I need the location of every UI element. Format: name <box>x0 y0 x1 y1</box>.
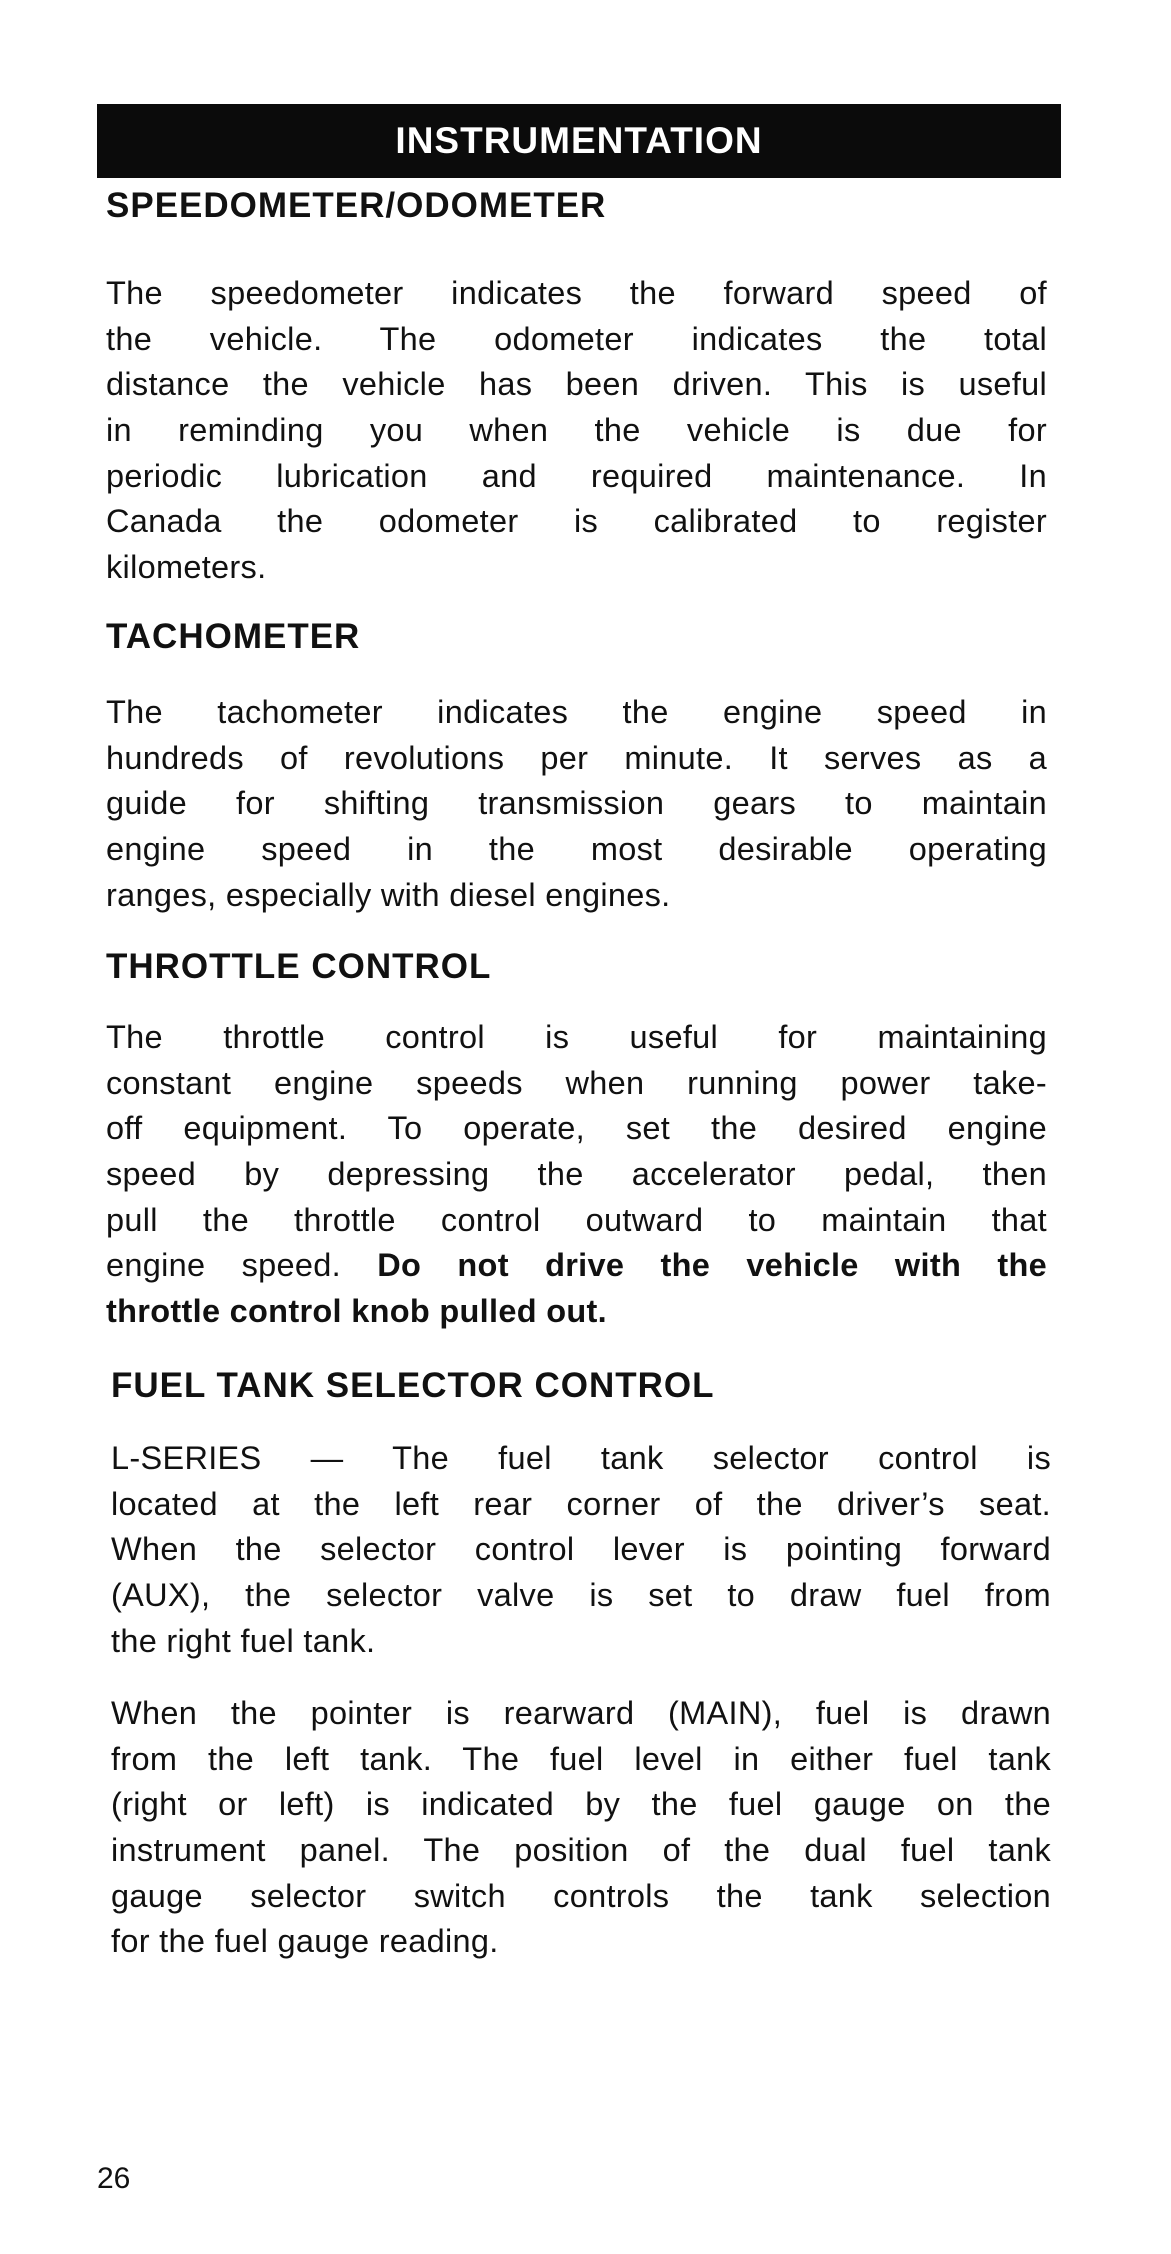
text-segment: in reminding you when the vehicle is due for <box>106 412 1047 449</box>
text-segment: from the left tank. The fuel level in either fuel tank <box>111 1740 1051 1777</box>
text-line <box>106 545 1047 591</box>
text-segment: (right or left) is indicated by the fuel gauge on the <box>111 1786 1051 1823</box>
text-line <box>106 827 1047 873</box>
heading-speedometer-odometer: SPEEDOMETER/ODOMETER <box>106 186 607 225</box>
text-line <box>106 1243 1047 1289</box>
text-line <box>111 1482 1051 1528</box>
text-segment: pull the throttle control outward to maintain that <box>106 1201 1047 1238</box>
text-segment: (AUX), the selector valve is set to draw fuel from <box>111 1577 1051 1614</box>
text-line <box>111 1874 1051 1920</box>
text-segment: L-SERIES — The fuel tank selector control is <box>111 1440 1051 1476</box>
text-line <box>106 736 1047 782</box>
text-segment: The throttle control is useful for maintaining <box>106 1019 1047 1055</box>
bold-warning-text: Do not drive the vehicle with the <box>377 1247 1047 1284</box>
text-line <box>111 1573 1051 1619</box>
text-segment: located at the left rear corner of the driver’s seat. <box>111 1485 1051 1522</box>
text-segment: engine speed in the most desirable operating <box>106 831 1047 868</box>
text-segment: the right fuel tank. <box>111 1622 376 1659</box>
heading-throttle-control: THROTTLE CONTROL <box>106 947 492 986</box>
text-line <box>111 1691 1051 1737</box>
text-segment: guide for shifting transmission gears to maintain <box>106 785 1047 822</box>
text-segment: The tachometer indicates the engine speed in <box>106 694 1047 730</box>
text-line <box>106 317 1047 363</box>
text-line <box>106 1289 1047 1335</box>
text-segment: periodic lubrication and required maintenance. In <box>106 457 1047 494</box>
text-line <box>106 408 1047 454</box>
text-segment: When the pointer is rearward (MAIN), fuel is drawn <box>111 1695 1051 1731</box>
text-segment: the vehicle. The odometer indicates the total <box>106 320 1047 357</box>
text-line <box>106 1106 1047 1152</box>
paragraph-fuel-l-series <box>111 1436 1051 1664</box>
text-line <box>111 1782 1051 1828</box>
text-segment: Canada the odometer is calibrated to register <box>106 503 1047 540</box>
text-line <box>106 1015 1047 1061</box>
text-segment: distance the vehicle has been driven. This is useful <box>106 366 1047 403</box>
heading-fuel-tank-selector: FUEL TANK SELECTOR CONTROL <box>111 1366 715 1405</box>
paragraph-fuel-pointer <box>111 1691 1051 1965</box>
text-line <box>106 781 1047 827</box>
text-line <box>106 690 1047 736</box>
text-segment: instrument panel. The position of the dual fuel tank <box>111 1832 1051 1869</box>
page-title: INSTRUMENTATION <box>395 120 763 161</box>
text-segment: speed by depressing the accelerator pedal, then <box>106 1156 1047 1193</box>
text-segment: kilometers. <box>106 549 267 586</box>
paragraph-tachometer <box>106 690 1047 918</box>
text-segment: constant engine speeds when running power take- <box>106 1064 1047 1101</box>
text-segment: ranges, especially with diesel engines. <box>106 876 671 913</box>
text-line <box>111 1436 1051 1482</box>
text-line <box>111 1828 1051 1874</box>
text-line <box>106 454 1047 500</box>
text-line <box>106 362 1047 408</box>
text-segment: hundreds of revolutions per minute. It serves as a <box>106 739 1047 776</box>
paragraph-speedometer <box>106 271 1047 591</box>
text-line <box>111 1737 1051 1783</box>
text-line <box>106 873 1047 919</box>
text-line <box>111 1619 1051 1665</box>
text-line <box>106 1152 1047 1198</box>
text-line <box>106 271 1047 317</box>
text-line <box>106 1061 1047 1107</box>
text-line <box>111 1919 1051 1965</box>
text-line <box>106 499 1047 545</box>
text-segment: The speedometer indicates the forward speed of <box>106 275 1047 311</box>
text-segment: for the fuel gauge reading. <box>111 1923 499 1960</box>
text-segment: engine speed. <box>106 1247 378 1284</box>
paragraph-throttle <box>106 1015 1047 1335</box>
heading-tachometer: TACHOMETER <box>106 617 361 656</box>
text-line <box>106 1198 1047 1244</box>
text-segment: off equipment. To operate, set the desired engine <box>106 1110 1047 1147</box>
bold-warning-text: throttle control knob pulled out. <box>106 1293 607 1330</box>
text-line <box>111 1527 1051 1573</box>
page-number: 26 <box>97 2162 131 2195</box>
text-segment: When the selector control lever is pointing forward <box>111 1531 1051 1568</box>
text-segment: gauge selector switch controls the tank selection <box>111 1877 1051 1914</box>
section-title-bar <box>97 104 1061 178</box>
